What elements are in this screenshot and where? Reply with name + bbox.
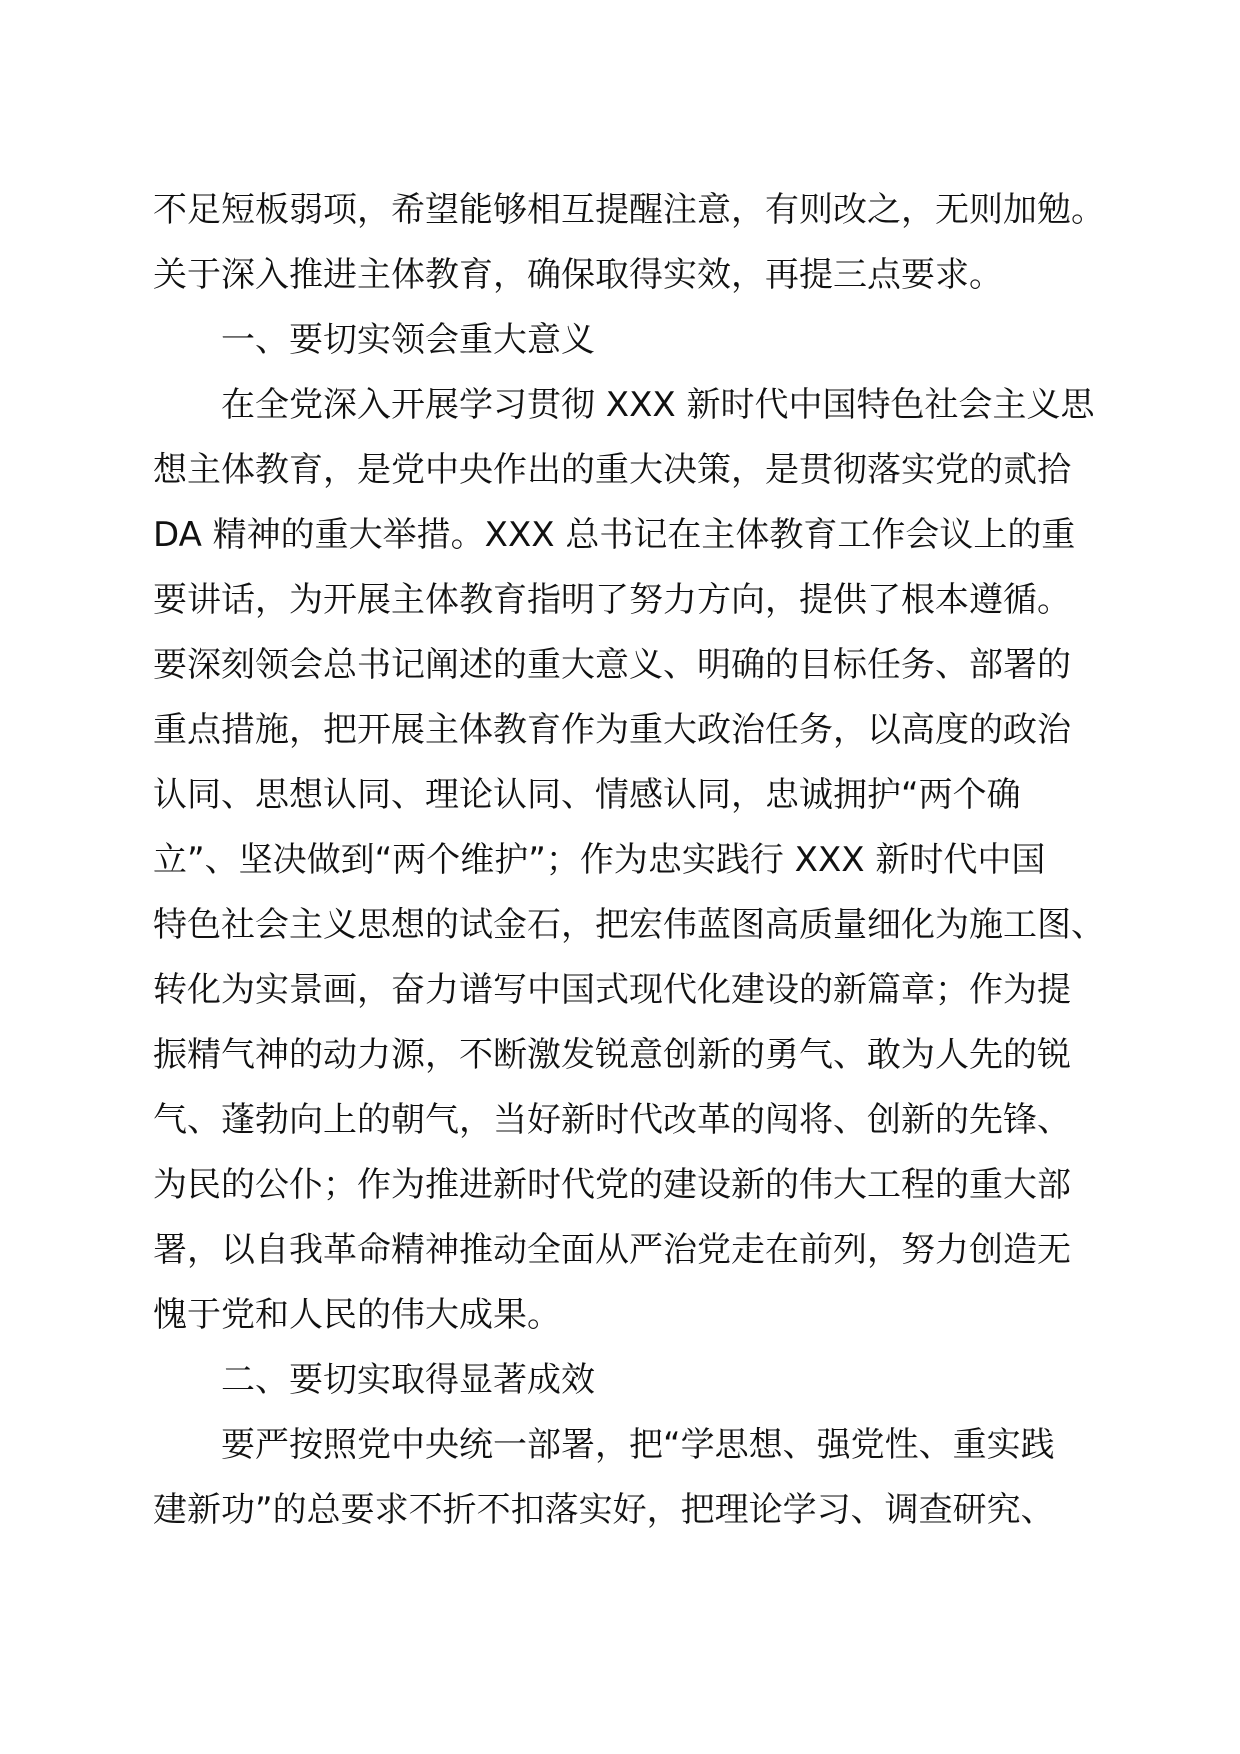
text-line: 要讲话，为开展主体教育指明了努力方向，提供了根本遵循。 — [153, 580, 1071, 620]
text-line: 立”、坚决做到“两个维护”；作为忠实践行 XXX 新时代中国 — [153, 840, 1046, 880]
text-line: 想主体教育，是党中央作出的重大决策，是贯彻落实党的贰拾 — [153, 450, 1071, 490]
text-line: 二、要切实取得显著成效 — [221, 1360, 595, 1400]
text-line: 一、要切实领会重大意义 — [221, 320, 595, 360]
text-line: 不足短板弱项，希望能够相互提醒注意，有则改之，无则加勉。 — [153, 190, 1105, 230]
text-line: 建新功”的总要求不折不扣落实好，把理论学习、调查研究、 — [153, 1490, 1055, 1530]
text-line: 为民的公仆；作为推进新时代党的建设新的伟大工程的重大部 — [153, 1165, 1071, 1205]
text-line: 愧于党和人民的伟大成果。 — [153, 1295, 561, 1335]
text-line: 气、蓬勃向上的朝气，当好新时代改革的闯将、创新的先锋、 — [153, 1100, 1071, 1140]
text-line: 要严按照党中央统一部署，把“学思想、强党性、重实践 — [221, 1425, 1055, 1465]
text-line: 重点措施，把开展主体教育作为重大政治任务，以高度的政治 — [153, 710, 1071, 750]
text-line: 转化为实景画，奋力谱写中国式现代化建设的新篇章；作为提 — [153, 970, 1071, 1010]
text-line: 关于深入推进主体教育，确保取得实效，再提三点要求。 — [153, 255, 1003, 295]
text-line: 认同、思想认同、理论认同、情感认同，忠诚拥护“两个确 — [153, 775, 1021, 815]
document-body — [153, 178, 1103, 1543]
text-line: 署，以自我革命精神推动全面从严治党走在前列，努力创造无 — [153, 1230, 1071, 1270]
text-line: 在全党深入开展学习贯彻 XXX 新时代中国特色社会主义思 — [221, 385, 1095, 425]
text-line: 特色社会主义思想的试金石，把宏伟蓝图高质量细化为施工图、 — [153, 905, 1105, 945]
text-line: 振精气神的动力源，不断激发锐意创新的勇气、敢为人先的锐 — [153, 1035, 1071, 1075]
text-line: 要深刻领会总书记阐述的重大意义、明确的目标任务、部署的 — [153, 645, 1071, 685]
text-line: DA 精神的重大举措。XXX 总书记在主体教育工作会议上的重 — [153, 515, 1076, 555]
